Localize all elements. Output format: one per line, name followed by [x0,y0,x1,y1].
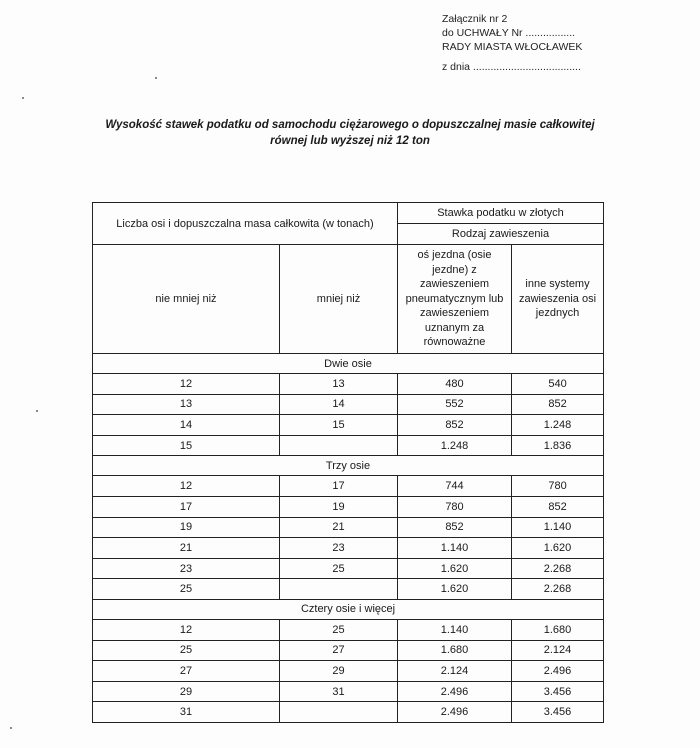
other-rate-cell: 780 [512,476,604,497]
max-mass-cell [280,702,398,723]
min-mass-cell: 15 [93,435,280,456]
header-row-1 [93,203,604,224]
pneumatic-rate-cell: 1.680 [398,640,512,661]
scan-speck [22,97,24,99]
pneumatic-rate-cell: 852 [398,517,512,538]
pneumatic-rate-cell: 744 [398,476,512,497]
other-rate-cell: 540 [512,374,604,395]
table-row [93,435,604,456]
scan-speck [10,727,12,729]
min-mass-cell: 27 [93,661,280,682]
other-rate-cell: 852 [512,496,604,517]
resolution-number: do UCHWAŁY Nr ................. [442,27,576,39]
table-row [93,681,604,702]
table-row [93,579,604,600]
min-mass-cell: 12 [93,619,280,640]
table-row [93,496,604,517]
max-mass-cell: 23 [280,538,398,559]
pneumatic-rate-cell: 2.496 [398,681,512,702]
min-mass-cell: 31 [93,702,280,723]
other-rate-cell: 1.620 [512,538,604,559]
max-mass-cell: 29 [280,661,398,682]
other-rate-cell: 1.248 [512,415,604,436]
max-mass-cell: 25 [280,558,398,579]
other-rate-cell: 2.124 [512,640,604,661]
max-mass-cell: 27 [280,640,398,661]
other-rate-cell: 2.496 [512,661,604,682]
max-mass-cell: 14 [280,394,398,415]
pneumatic-suspension-header: oś jezdna (osie jezdne) z zawieszeniem pneumatycznym lub zawieszeniem uznanym za równoważne [398,245,512,354]
pneumatic-rate-cell: 480 [398,374,512,395]
pneumatic-rate-cell: 1.620 [398,579,512,600]
other-rate-cell: 2.268 [512,579,604,600]
max-mass-cell: 15 [280,415,398,436]
table-row [93,394,604,415]
tax-rate-table [92,202,604,723]
min-mass-cell: 25 [93,640,280,661]
min-mass-cell: 12 [93,374,280,395]
table-row [93,661,604,682]
other-rate-cell: 1.836 [512,435,604,456]
table-row [93,517,604,538]
table-row [93,619,604,640]
min-mass-cell: 29 [93,681,280,702]
max-mass-cell: 17 [280,476,398,497]
min-mass-cell: 19 [93,517,280,538]
max-mass-cell: 21 [280,517,398,538]
max-mass-cell: 19 [280,496,398,517]
section-label: Dwie osie [93,354,604,374]
min-mass-cell: 14 [93,415,280,436]
title-line-2: równej lub wyższej niż 12 ton [270,135,430,147]
council-name: RADY MIASTA WŁOCŁAWEK [442,41,583,53]
pneumatic-rate-cell: 780 [398,496,512,517]
max-mass-cell [280,579,398,600]
pneumatic-rate-cell: 1.248 [398,435,512,456]
min-mass-cell: 17 [93,496,280,517]
resolution-date: z dnia ..................................... [442,61,581,73]
pneumatic-rate-cell: 552 [398,394,512,415]
pneumatic-rate-cell: 2.124 [398,661,512,682]
table-row [93,374,604,395]
min-mass-header: nie mniej niż [93,245,280,354]
rate-header: Stawka podatku w złotych [398,203,604,224]
other-suspension-header: inne systemy zawieszenia osi jezdnych [512,245,604,354]
scan-speck [155,77,157,79]
table-row [93,415,604,436]
pneumatic-rate-cell: 1.620 [398,558,512,579]
pneumatic-rate-cell: 2.496 [398,702,512,723]
other-rate-cell: 1.680 [512,619,604,640]
table-row [93,640,604,661]
table-row [93,476,604,497]
header-row-3 [93,245,604,354]
other-rate-cell: 2.268 [512,558,604,579]
section-row [93,599,604,619]
max-mass-cell: 25 [280,619,398,640]
pneumatic-rate-cell: 1.140 [398,619,512,640]
axle-mass-header: Liczba osi i dopuszczalna masa całkowita (w tonach) [93,203,398,245]
min-mass-cell: 12 [93,476,280,497]
title-line-1: Wysokość stawek podatku od samochodu ciężarowego o dopuszczalnej masie całkowitej [105,119,595,131]
attachment-header [442,12,582,74]
suspension-header: Rodzaj zawieszenia [398,224,604,245]
min-mass-cell: 13 [93,394,280,415]
pneumatic-rate-cell: 1.140 [398,538,512,559]
other-rate-cell: 852 [512,394,604,415]
pneumatic-rate-cell: 852 [398,415,512,436]
other-rate-cell: 3.456 [512,681,604,702]
scan-speck [36,410,38,412]
document-title [90,117,610,149]
section-row [93,354,604,374]
section-label: Trzy osie [93,456,604,476]
attachment-number: Załącznik nr 2 [442,13,508,25]
table-row [93,702,604,723]
max-mass-header: mniej niż [280,245,398,354]
max-mass-cell [280,435,398,456]
table-row [93,558,604,579]
other-rate-cell: 3.456 [512,702,604,723]
table-row [93,538,604,559]
max-mass-cell: 31 [280,681,398,702]
min-mass-cell: 21 [93,538,280,559]
min-mass-cell: 25 [93,579,280,600]
min-mass-cell: 23 [93,558,280,579]
other-rate-cell: 1.140 [512,517,604,538]
section-label: Cztery osie i więcej [93,599,604,619]
section-row [93,456,604,476]
max-mass-cell: 13 [280,374,398,395]
